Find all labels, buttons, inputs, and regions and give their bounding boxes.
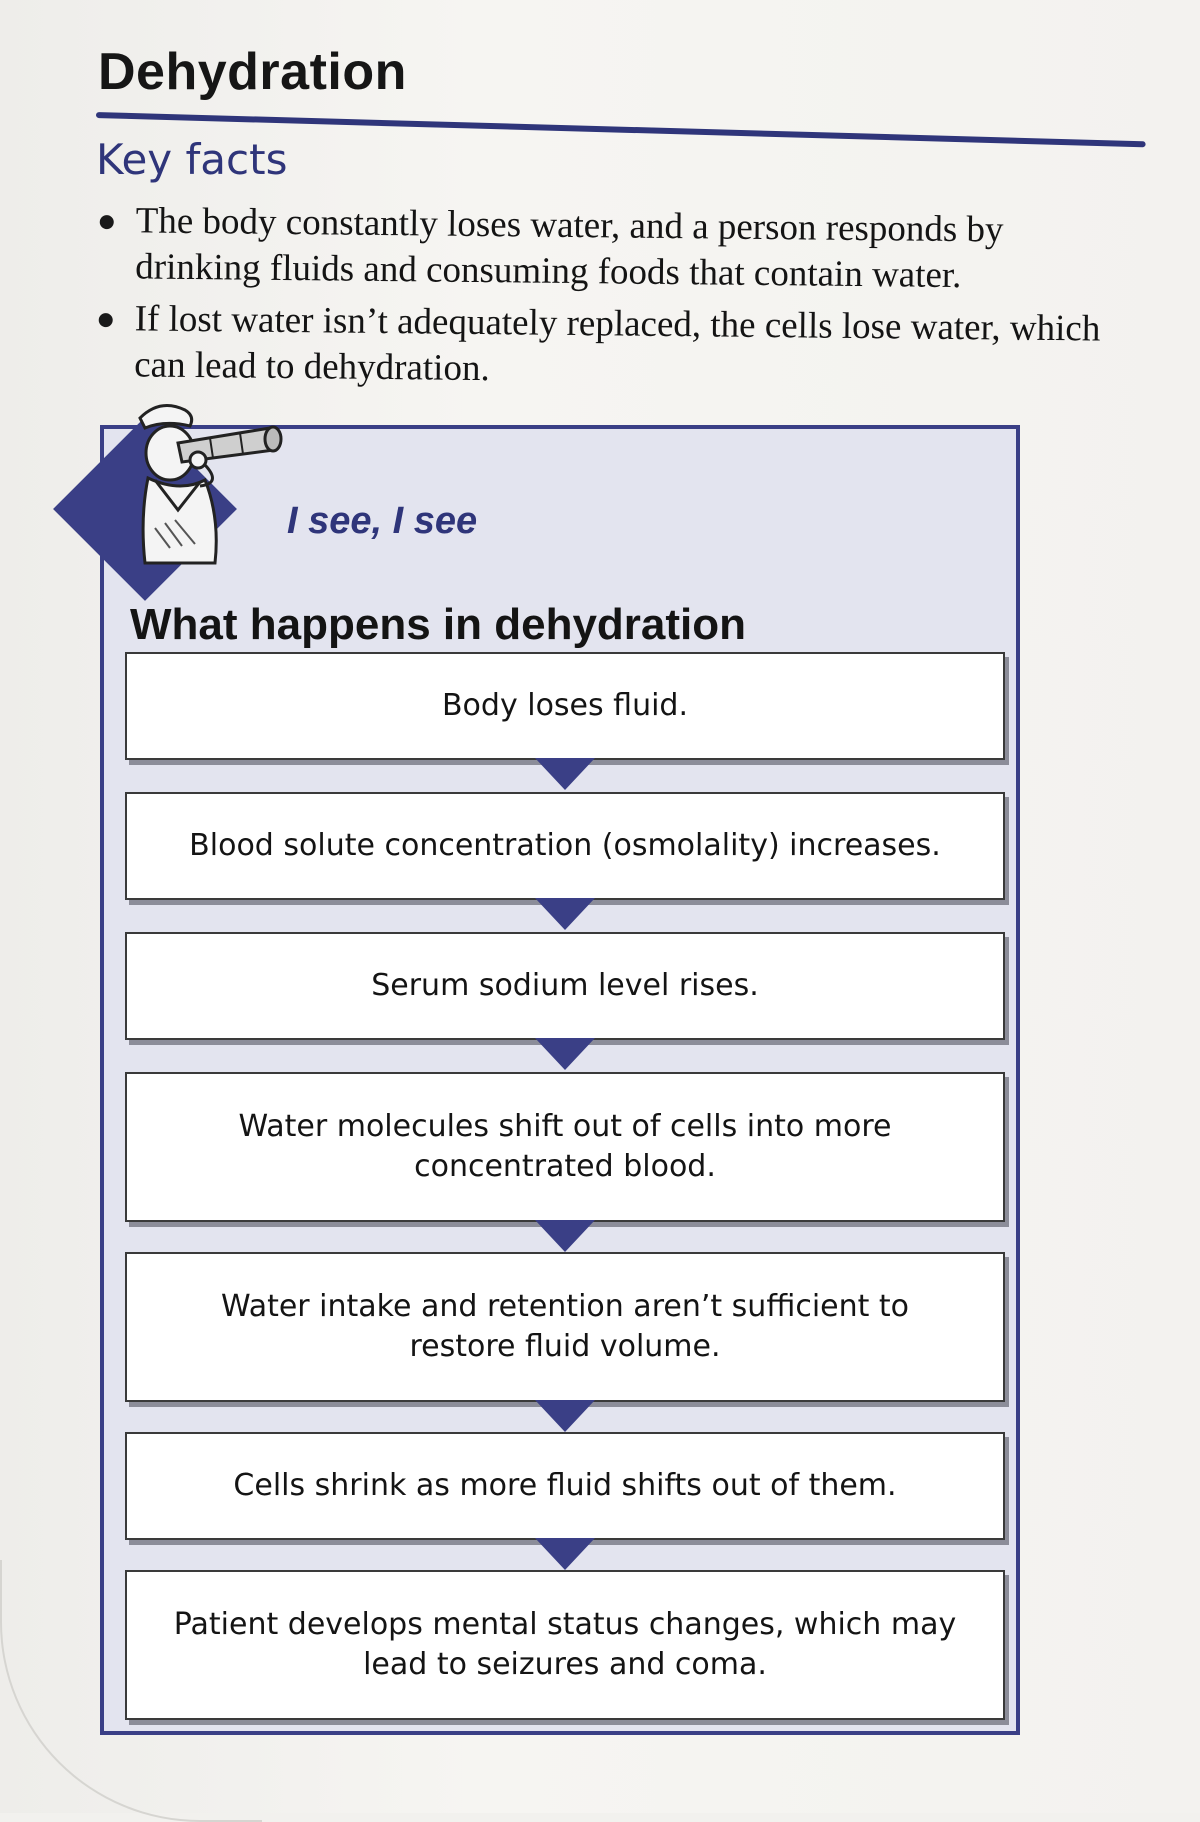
- down-arrow-icon: [535, 1038, 595, 1070]
- down-arrow-icon: [535, 758, 595, 790]
- down-arrow-icon: [535, 1400, 595, 1432]
- down-arrow-icon: [535, 1538, 595, 1570]
- fact-text: If lost water isn’t adequately replaced, the cells lose water, which can lead to dehydration.: [134, 298, 1101, 390]
- flow-step-2: Blood solute concentration (osmolality) increases.: [125, 792, 1005, 900]
- fact-text: The body constantly loses water, and a person responds by drinking fluids and consuming foods that contain water.: [135, 200, 1004, 297]
- flow-step-7: Patient develops mental status changes, which may lead to seizures and coma.: [125, 1570, 1005, 1720]
- flow-step-3: Serum sodium level rises.: [125, 932, 1005, 1040]
- panel-tag: I see, I see: [287, 500, 478, 542]
- flow-step-5: Water intake and retention aren’t sufficient to restore fluid volume.: [125, 1252, 1005, 1402]
- down-arrow-icon: [535, 898, 595, 930]
- key-facts-list: [94, 198, 1136, 405]
- down-arrow-icon: [535, 1220, 595, 1252]
- page-title: Dehydration: [98, 43, 407, 101]
- page-corner: [0, 1560, 262, 1822]
- section-heading: Key facts: [96, 135, 288, 184]
- flow-step-4: Water molecules shift out of cells into more concentrated blood.: [125, 1072, 1005, 1222]
- list-item: [94, 296, 1135, 399]
- flow-step-1: Body loses fluid.: [125, 652, 1005, 760]
- sailor-with-spyglass-icon: [100, 398, 290, 578]
- bullet-icon: [100, 215, 114, 229]
- bullet-icon: [99, 313, 113, 327]
- list-item: [95, 198, 1136, 301]
- flow-step-6: Cells shrink as more fluid shifts out of them.: [125, 1432, 1005, 1540]
- flow-title: What happens in dehydration: [130, 600, 747, 649]
